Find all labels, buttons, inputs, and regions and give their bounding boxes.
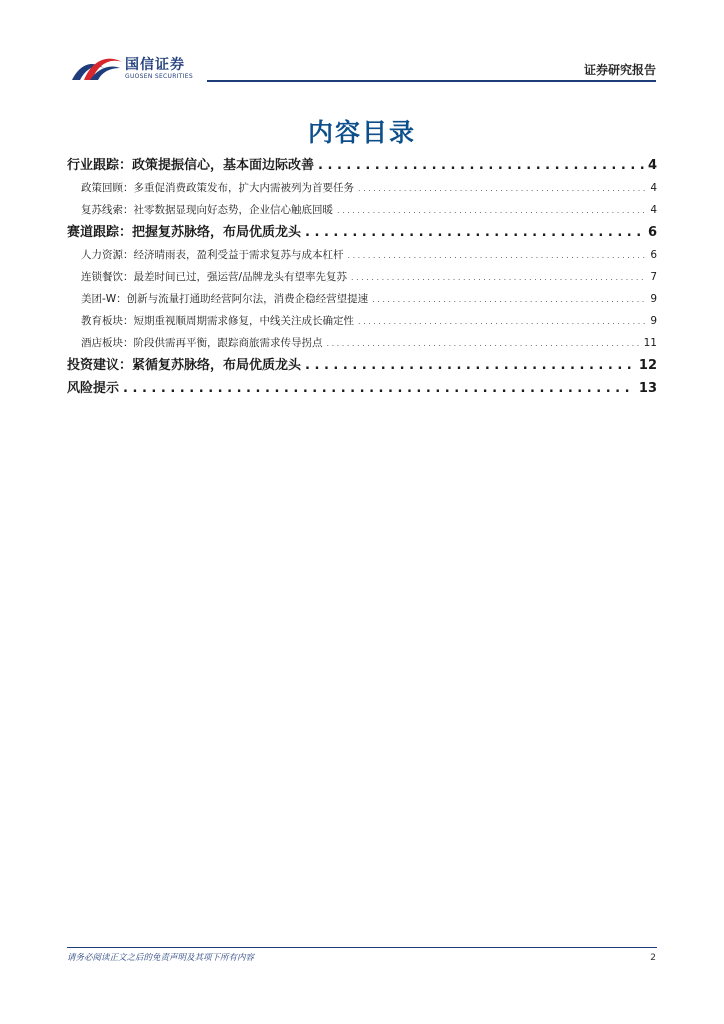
toc-title: 内容目录: [307, 118, 416, 147]
toc-entry-text: 赛道跟踪：把握复苏脉络，布局优质龙头: [67, 225, 302, 240]
toc-entry-page: 7: [650, 271, 657, 283]
toc-entry-text: 教育板块：短期重视顺周期需求修复，中线关注成长确定性: [81, 315, 354, 327]
toc-entry-text: 投资建议：紧循复苏脉络，布局优质龙头: [67, 358, 302, 373]
toc-leader: [358, 178, 646, 199]
report-type-label: 证券研究报告: [583, 63, 656, 77]
toc-entry-text: 风险提示: [67, 381, 120, 396]
toc-leader: [358, 311, 646, 332]
toc-leader: [348, 245, 647, 266]
toc-entry-text: 酒店板块：阶段供需再平衡，跟踪商旅需求传导拐点: [81, 337, 323, 349]
toc-entry-page: 9: [650, 315, 657, 327]
toc-entry[interactable]: [67, 177, 657, 199]
page-number: 2: [650, 953, 656, 963]
header-divider: [207, 80, 656, 82]
toc-leader: [327, 333, 640, 354]
toc-entry-page: 12: [638, 358, 657, 373]
toc-entry[interactable]: [67, 221, 657, 244]
footer-divider: [67, 947, 657, 948]
toc-leader: [305, 354, 635, 377]
toc-entry-text: 行业跟踪：政策提振信心，基本面边际改善: [67, 158, 315, 173]
toc-entry[interactable]: [67, 199, 657, 221]
toc-entry-page: 4: [650, 182, 657, 194]
table-of-contents: [67, 154, 657, 400]
toc-entry[interactable]: [67, 377, 657, 400]
toc-entry-text: 政策回顾：多重促消费政策发布，扩大内需被列为首要任务: [81, 182, 354, 194]
toc-entry[interactable]: [67, 354, 657, 377]
toc-entry-text: 人力资源：经济晴雨表，盈利受益于需求复苏与成本杠杆: [81, 249, 344, 261]
toc-entry-page: 4: [650, 204, 657, 216]
toc-entry-page: 4: [647, 158, 657, 173]
guosen-logo-icon: [70, 50, 124, 86]
toc-entry-page: 6: [647, 225, 657, 240]
toc-leader: [305, 221, 644, 244]
toc-leader: [318, 154, 644, 177]
toc-entry-page: 6: [650, 249, 657, 261]
toc-entry-text: 复苏线索：社零数据显现向好态势，企业信心触底回暖: [81, 204, 333, 216]
toc-entry-text: 连锁餐饮：最差时间已过，强运营/品牌龙头有望率先复苏: [81, 271, 348, 283]
toc-leader: [123, 377, 635, 400]
toc-leader: [372, 289, 646, 310]
toc-entry[interactable]: [67, 266, 657, 288]
toc-entry[interactable]: [67, 332, 657, 354]
toc-entry-page: 11: [643, 337, 657, 349]
toc-entry-text: 美团-W：创新与流量打通助经营阿尔法，消费企稳经营望提速: [81, 293, 369, 305]
logo-english-name: GUOSEN SECURITIES: [125, 73, 194, 80]
toc-leader: [351, 267, 646, 288]
toc-entry-page: 13: [638, 381, 657, 396]
logo-chinese-name: 国信证券: [125, 57, 185, 73]
toc-leader: [337, 200, 646, 221]
toc-entry[interactable]: [67, 310, 657, 332]
toc-entry[interactable]: [67, 288, 657, 310]
page-header: [0, 0, 724, 90]
toc-entry[interactable]: [67, 244, 657, 266]
toc-entry[interactable]: [67, 154, 657, 177]
disclaimer-note: 请务必阅读正文之后的免责声明及其项下所有内容: [67, 953, 255, 963]
toc-entry-page: 9: [650, 293, 657, 305]
company-logo: [70, 50, 210, 86]
